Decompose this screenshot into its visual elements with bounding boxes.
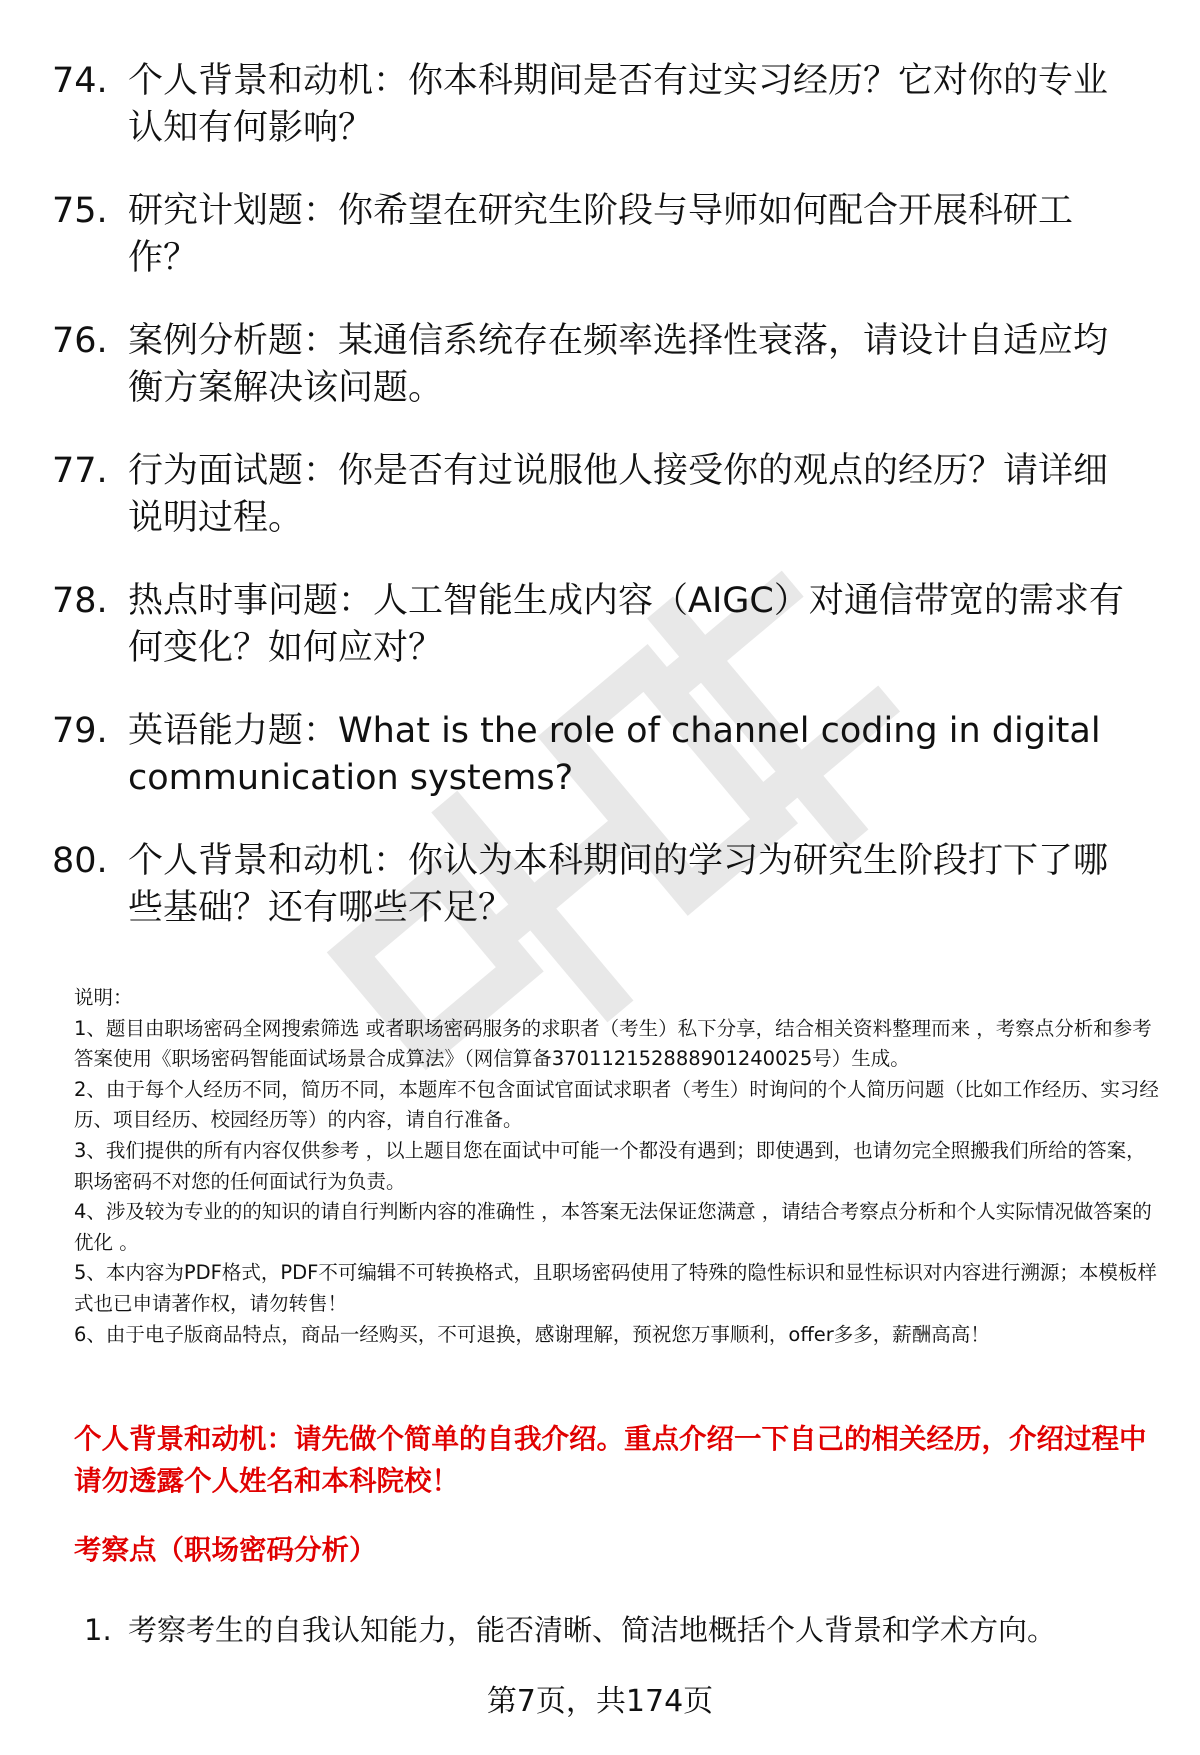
question-number: 75. [52, 191, 108, 231]
question-text: 案例分析题：某通信系统存在频率选择性衰落，请设计自适应均衡方案解决该问题。 [128, 321, 1109, 408]
question-text: 行为面试题：你是否有过说服他人接受你的观点的经历？请详细说明过程。 [128, 451, 1109, 538]
point-number: 1. [84, 1613, 112, 1647]
analysis-point [84, 1608, 1164, 1652]
question-item [52, 188, 1152, 282]
point-text: 考察考生的自我认知能力，能否清晰、简洁地概括个人背景和学术方向。 [128, 1613, 1057, 1647]
question-number: 74. [52, 61, 108, 101]
question-number: 78. [52, 581, 108, 621]
question-number: 77. [52, 451, 108, 491]
notes-title: 说明： [74, 986, 133, 1009]
note-item: 3、我们提供的所有内容仅供参考 ，以上题目您在面试中可能一个都没有遇到；即使遇到，也请勿完全照搬我们所给的答案，职场密码不对您的任何面试行为负责。 [74, 1138, 1146, 1193]
question-text: 个人背景和动机：你本科期间是否有过实习经历？它对你的专业认知有何影响？ [128, 61, 1109, 148]
question-text: 英语能力题：What is the role of channel coding in digital communication systems? [128, 711, 1101, 798]
question-item [52, 318, 1152, 412]
question-text: 个人背景和动机：你认为本科期间的学习为研究生阶段打下了哪些基础？还有哪些不足？ [128, 841, 1109, 928]
question-item [52, 58, 1152, 152]
note-item: 6、由于电子版商品特点，商品一经购买，不可退换，感谢理解，预祝您万事顺利，offer多多，薪酬高高！ [74, 1322, 990, 1346]
question-text: 热点时事问题：人工智能生成内容（AIGC）对通信带宽的需求有何变化？如何应对？ [128, 581, 1124, 668]
notes-section [74, 983, 1164, 1350]
section-heading: 考察点（职场密码分析） [74, 1534, 377, 1566]
page-footer: 第7页，共174页 [486, 1684, 714, 1719]
question-list [52, 58, 1152, 968]
question-number: 76. [52, 321, 108, 361]
question-number: 79. [52, 711, 108, 751]
note-item: 2、由于每个人经历不同，简历不同，本题库不包含面试官面试求职者（考生）时询问的个人简历问题（比如工作经历、实习经历、项目经历、校园经历等）的内容，请自行准备。 [74, 1077, 1159, 1132]
question-number: 80. [52, 841, 108, 881]
question-item [52, 838, 1152, 932]
question-item [52, 708, 1152, 802]
question-item [52, 578, 1152, 672]
note-item: 5、本内容为PDF格式，PDF不可编辑不可转换格式，且职场密码使用了特殊的隐性标识和显性标识对内容进行溯源；本模板样式也已申请著作权，请勿转售！ [74, 1261, 1157, 1315]
featured-question: 个人背景和动机：请先做个简单的自我介绍。重点介绍一下自己的相关经历，介绍过程中请勿透露个人姓名和本科院校！ [74, 1423, 1147, 1497]
note-item: 1、题目由职场密码全网搜索筛选 或者职场密码服务的求职者（考生）私下分享，结合相关资料整理而来 ，考察点分析和参考答案使用《职场密码智能面试场景合成算法》（网信算备370112152888901240025号）生成。 [74, 1016, 1152, 1071]
question-text: 研究计划题：你希望在研究生阶段与导师如何配合开展科研工作？ [128, 191, 1074, 278]
question-item [52, 448, 1152, 542]
note-item: 4、涉及较为专业的的知识的请自行判断内容的准确性 ，本答案无法保证您满意 ，请结合考察点分析和个人实际情况做答案的优化 。 [74, 1200, 1152, 1254]
